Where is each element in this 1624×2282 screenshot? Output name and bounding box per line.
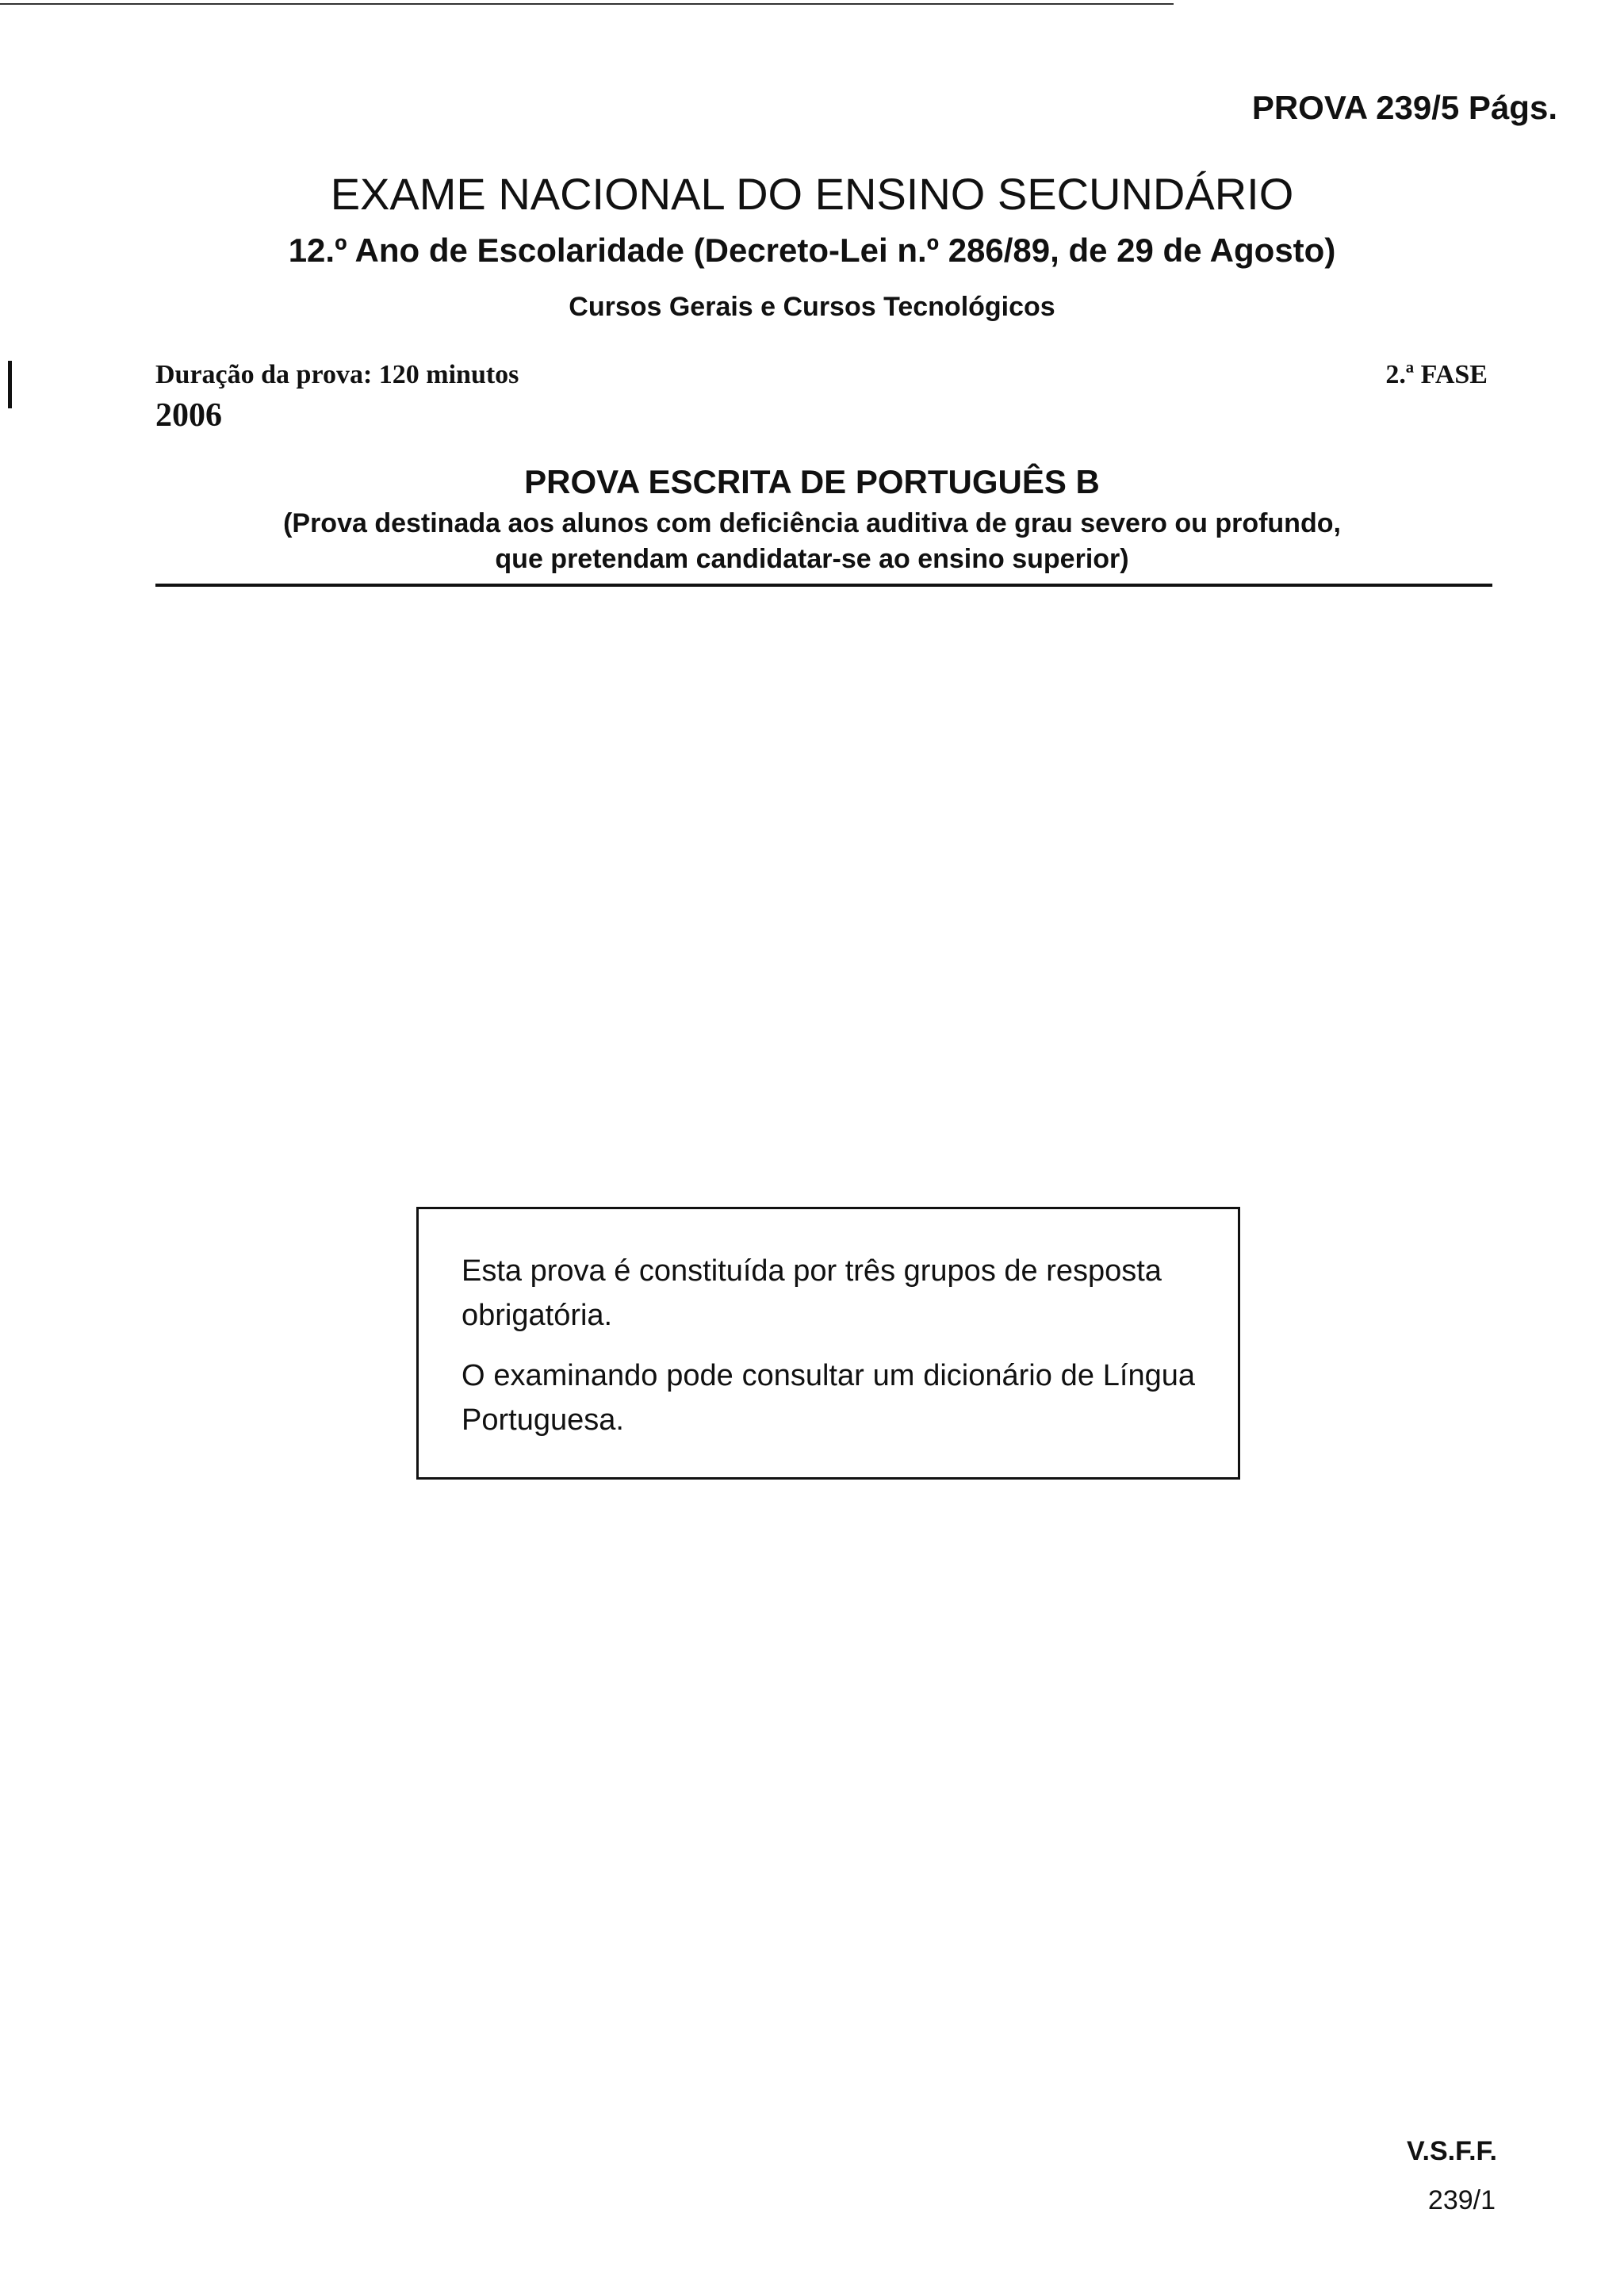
prova-note [0, 506, 1624, 577]
prova-reference: PROVA 239/5 Págs. [1251, 89, 1557, 126]
margin-mark [8, 361, 12, 408]
header-divider [155, 584, 1492, 587]
prova-title: PROVA ESCRITA DE PORTUGUÊS B [524, 463, 1100, 500]
footer-page-number: 239/1 [1427, 2185, 1496, 2215]
exam-courses: Cursos Gerais e Cursos Tecnológicos [569, 292, 1055, 322]
footer-vsff: V.S.F.F. [1406, 2136, 1497, 2166]
scan-top-edge-line [0, 3, 1174, 5]
instructions-paragraph-1: Esta prova é constituída por três grupos de resposta obrigatória. [462, 1254, 1162, 1332]
exam-year: 2006 [155, 397, 222, 434]
prova-note-line-2: que pretendam candidatar-se ao ensino superior) [495, 544, 1129, 574]
exam-title: EXAME NACIONAL DO ENSINO SECUNDÁRIO [330, 169, 1294, 219]
prova-note-line-1: (Prova destinada aos alunos com deficiência auditiva de grau severo ou profundo, [283, 508, 1341, 538]
exam-duration: Duração da prova: 120 minutos [155, 360, 519, 389]
instructions-box [416, 1207, 1240, 1480]
exam-subtitle: 12.º Ano de Escolaridade (Decreto-Lei n.º 286/89, de 29 de Agosto) [288, 232, 1336, 269]
instructions-paragraph-2: O examinando pode consultar um dicionário de Língua Portuguesa. [462, 1359, 1195, 1437]
exam-phase: 2.ª FASE [1385, 360, 1488, 389]
